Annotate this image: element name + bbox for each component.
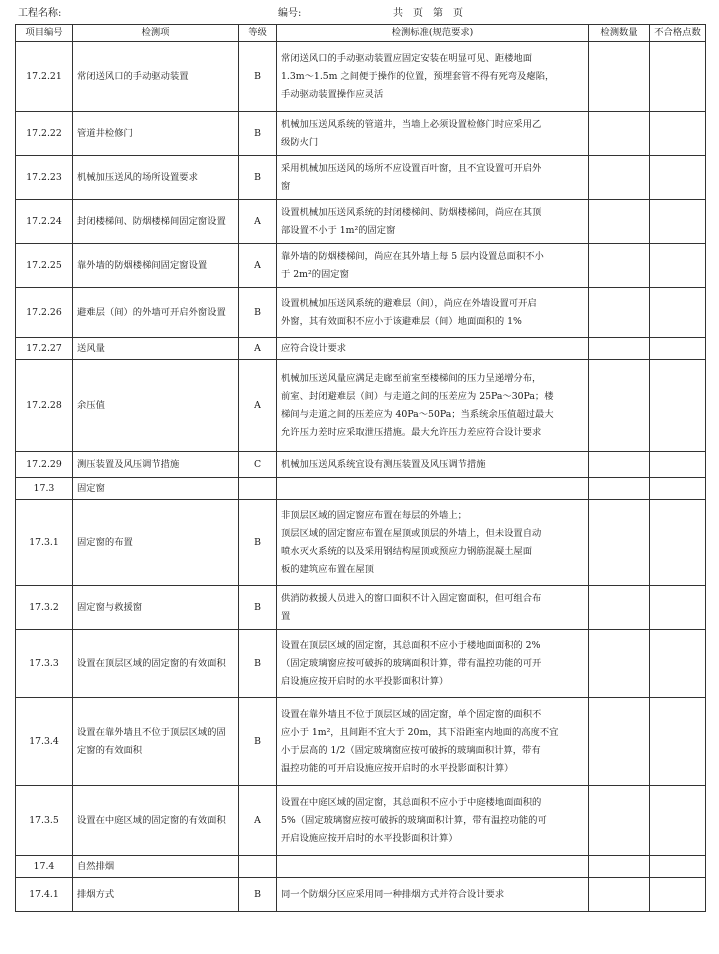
table-row bbox=[16, 698, 706, 786]
grade-cell: B bbox=[239, 878, 277, 912]
standard-line: 梯间与走道之间的压差应为 40Pa～50Pa；当系统余压值超过最大 bbox=[281, 408, 554, 420]
table-row bbox=[16, 200, 706, 244]
quantity-cell bbox=[589, 452, 650, 478]
grade-cell: B bbox=[239, 586, 277, 630]
inspection-item-cell: 固定窗与救援窗 bbox=[73, 586, 239, 630]
standard-line: （固定玻璃窗应按可破拆的玻璃面积计算，带有温控功能的可开 bbox=[281, 657, 542, 669]
quantity-cell bbox=[589, 360, 650, 452]
grade-cell: B bbox=[239, 630, 277, 698]
column-header-quantity: 检测数量 bbox=[589, 25, 650, 42]
standard-line: 同一个防烟分区应采用同一种排烟方式并符合设计要求 bbox=[281, 888, 505, 900]
table-row bbox=[16, 452, 706, 478]
standard-line: 供消防救援人员进入的窗口面积不计入固定窗面积，但可组合布 bbox=[281, 592, 542, 604]
grade-cell: B bbox=[239, 42, 277, 112]
standard-line: 前室、封闭避难层（间）与走道之间的压差应为 25Pa～30Pa；楼 bbox=[281, 390, 554, 402]
item-code-cell: 17.2.29 bbox=[16, 452, 73, 478]
table-row bbox=[16, 500, 706, 586]
failed-points-cell bbox=[650, 244, 706, 288]
failed-points-cell bbox=[650, 288, 706, 338]
grade-cell: B bbox=[239, 156, 277, 200]
number-label: 编号: bbox=[278, 8, 302, 19]
grade-cell: A bbox=[239, 360, 277, 452]
standard-line: 应小于 1m²，且间距不宜大于 20m，其下沿距室内地面的高度不宜 bbox=[281, 726, 559, 738]
failed-points-cell bbox=[650, 360, 706, 452]
table-header-row bbox=[16, 25, 706, 42]
standard-line: 机械加压送风系统宜设有测压装置及风压调节措施 bbox=[281, 458, 486, 470]
table-row bbox=[16, 360, 706, 452]
column-header-item: 检测项 bbox=[73, 25, 239, 42]
inspection-item-cell: 设置在顶层区域的固定窗的有效面积 bbox=[73, 630, 239, 698]
standard-cell bbox=[277, 288, 589, 338]
item-code-cell: 17.2.24 bbox=[16, 200, 73, 244]
standard-cell bbox=[277, 586, 589, 630]
failed-points-cell bbox=[650, 200, 706, 244]
standard-cell bbox=[277, 112, 589, 156]
item-code-cell: 17.3.3 bbox=[16, 630, 73, 698]
column-header-failed-points: 不合格点数 bbox=[650, 25, 706, 42]
standard-line: 外窗，其有效面积不应小于该避难层（间）地面面积的 1% bbox=[281, 315, 522, 327]
failed-points-cell bbox=[650, 698, 706, 786]
standard-line: 机械加压送风量应满足走廊至前室至楼梯间的压力呈递增分布， bbox=[281, 372, 542, 384]
table-row bbox=[16, 288, 706, 338]
item-code-cell: 17.3.2 bbox=[16, 586, 73, 630]
failed-points-cell bbox=[650, 856, 706, 878]
table-row bbox=[16, 630, 706, 698]
standard-line: 非顶层区域的固定窗应布置在每层的外墙上； bbox=[281, 509, 467, 521]
standard-cell bbox=[277, 500, 589, 586]
standard-line: 部设置不小于 1m²的固定窗 bbox=[281, 224, 396, 236]
standard-line: 顶层区域的固定窗应布置在屋顶或顶层的外墙上，但未设置自动 bbox=[281, 527, 542, 539]
grade-cell: A bbox=[239, 338, 277, 360]
table-row bbox=[16, 244, 706, 288]
table-row bbox=[16, 338, 706, 360]
standard-line: 设置在中庭区域的固定窗，其总面积不应小于中庭楼地面面积的 bbox=[281, 796, 542, 808]
grade-cell: B bbox=[239, 112, 277, 156]
quantity-cell bbox=[589, 42, 650, 112]
quantity-cell bbox=[589, 338, 650, 360]
table-row bbox=[16, 786, 706, 856]
quantity-cell bbox=[589, 630, 650, 698]
grade-cell: B bbox=[239, 698, 277, 786]
standard-line: 启设施应按开启时的水平投影面积计算） bbox=[281, 675, 449, 687]
item-code-cell: 17.3.4 bbox=[16, 698, 73, 786]
standard-line: 采用机械加压送风的场所不应设置百叶窗，且不宜设置可开启外 bbox=[281, 162, 542, 174]
standard-cell bbox=[277, 478, 589, 500]
standard-line: 喷水灭火系统的以及采用钢结构屋顶或预应力钢筋混凝土屋面 bbox=[281, 545, 533, 557]
pages-label: 共 页 第 页 bbox=[393, 8, 463, 19]
table-row bbox=[16, 42, 706, 112]
grade-cell: A bbox=[239, 244, 277, 288]
standard-line: 于 2m²的固定窗 bbox=[281, 268, 349, 280]
grade-cell bbox=[239, 856, 277, 878]
standard-line: 设置机械加压送风系统的避难层（间），尚应在外墙设置可开启 bbox=[281, 297, 537, 309]
quantity-cell bbox=[589, 698, 650, 786]
standard-cell bbox=[277, 856, 589, 878]
form-header bbox=[0, 6, 719, 22]
item-code-cell: 17.3 bbox=[16, 478, 73, 500]
quantity-cell bbox=[589, 500, 650, 586]
project-name-label: 工程名称: bbox=[18, 8, 62, 19]
failed-points-cell bbox=[650, 786, 706, 856]
item-code-cell: 17.3.1 bbox=[16, 500, 73, 586]
standard-line: 设置在顶层区域的固定窗，其总面积不应小于楼地面面积的 2% bbox=[281, 639, 541, 651]
inspection-item-cell: 自然排烟 bbox=[73, 856, 239, 878]
standard-line: 5%（固定玻璃窗应按可破拆的玻璃面积计算，带有温控功能的可 bbox=[281, 814, 547, 826]
inspection-item-cell: 设置在中庭区域的固定窗的有效面积 bbox=[73, 786, 239, 856]
table-row bbox=[16, 156, 706, 200]
inspection-item-cell: 机械加压送风的场所设置要求 bbox=[73, 156, 239, 200]
failed-points-cell bbox=[650, 630, 706, 698]
quantity-cell bbox=[589, 288, 650, 338]
standard-line: 手动驱动装置操作应灵活 bbox=[281, 88, 384, 100]
inspection-item-cell: 避难层（间）的外墙可开启外窗设置 bbox=[73, 288, 239, 338]
standard-cell bbox=[277, 156, 589, 200]
column-header-grade: 等级 bbox=[239, 25, 277, 42]
inspection-item-cell: 封闭楼梯间、防烟楼梯间固定窗设置 bbox=[73, 200, 239, 244]
standard-line: 级防火门 bbox=[281, 136, 319, 148]
standard-line: 机械加压送风系统的管道井，当墙上必须设置检修门时应采用乙 bbox=[281, 118, 542, 130]
standard-line: 应符合设计要求 bbox=[281, 342, 347, 354]
table-row bbox=[16, 586, 706, 630]
standard-cell bbox=[277, 200, 589, 244]
inspection-item-cell: 常闭送风口的手动驱动装置 bbox=[73, 42, 239, 112]
item-code-cell: 17.2.26 bbox=[16, 288, 73, 338]
grade-cell: C bbox=[239, 452, 277, 478]
grade-cell bbox=[239, 478, 277, 500]
failed-points-cell bbox=[650, 156, 706, 200]
item-code-cell: 17.2.28 bbox=[16, 360, 73, 452]
failed-points-cell bbox=[650, 878, 706, 912]
standard-cell bbox=[277, 878, 589, 912]
failed-points-cell bbox=[650, 338, 706, 360]
table-row bbox=[16, 878, 706, 912]
item-code-cell: 17.2.21 bbox=[16, 42, 73, 112]
standard-cell bbox=[277, 338, 589, 360]
item-code-cell: 17.3.5 bbox=[16, 786, 73, 856]
standard-cell bbox=[277, 244, 589, 288]
standard-line: 靠外墙的防烟楼梯间，尚应在其外墙上每 5 层内设置总面积不小 bbox=[281, 250, 544, 262]
standard-cell bbox=[277, 360, 589, 452]
item-code-cell: 17.2.23 bbox=[16, 156, 73, 200]
standard-line: 1.3m～1.5m 之间便于操作的位置，预埋套管不得有死弯及瘪陷， bbox=[281, 70, 555, 82]
inspection-item-cell: 送风量 bbox=[73, 338, 239, 360]
item-code-cell: 17.2.25 bbox=[16, 244, 73, 288]
standard-cell bbox=[277, 452, 589, 478]
inspection-item-cell: 固定窗 bbox=[73, 478, 239, 500]
item-code-cell: 17.4.1 bbox=[16, 878, 73, 912]
standard-line: 置 bbox=[281, 610, 291, 622]
inspection-item-cell: 余压值 bbox=[73, 360, 239, 452]
inspection-table bbox=[15, 24, 706, 912]
standard-cell bbox=[277, 42, 589, 112]
standard-cell bbox=[277, 698, 589, 786]
standard-line: 开启设施应按开启时的水平投影面积计算） bbox=[281, 832, 458, 844]
inspection-item-cell: 排烟方式 bbox=[73, 878, 239, 912]
inspection-item-cell: 测压装置及风压调节措施 bbox=[73, 452, 239, 478]
quantity-cell bbox=[589, 156, 650, 200]
failed-points-cell bbox=[650, 586, 706, 630]
failed-points-cell bbox=[650, 112, 706, 156]
column-header-standard: 检测标准(规范要求) bbox=[277, 25, 589, 42]
quantity-cell bbox=[589, 856, 650, 878]
table-row bbox=[16, 478, 706, 500]
inspection-item-cell: 管道井检修门 bbox=[73, 112, 239, 156]
column-header-code: 项目编号 bbox=[16, 25, 73, 42]
inspection-item-cell: 靠外墙的防烟楼梯间固定窗设置 bbox=[73, 244, 239, 288]
standard-line: 窗 bbox=[281, 180, 291, 192]
grade-cell: B bbox=[239, 500, 277, 586]
failed-points-cell bbox=[650, 478, 706, 500]
item-code-cell: 17.2.27 bbox=[16, 338, 73, 360]
grade-cell: A bbox=[239, 786, 277, 856]
standard-line: 设置机械加压送风系统的封闭楼梯间、防烟楼梯间，尚应在其顶 bbox=[281, 206, 542, 218]
item-code-cell: 17.4 bbox=[16, 856, 73, 878]
table-row bbox=[16, 856, 706, 878]
standard-line: 设置在靠外墙且不位于顶层区域的固定窗，单个固定窗的面积不 bbox=[281, 708, 542, 720]
quantity-cell bbox=[589, 244, 650, 288]
table-row bbox=[16, 112, 706, 156]
quantity-cell bbox=[589, 200, 650, 244]
grade-cell: B bbox=[239, 288, 277, 338]
standard-line: 小于层高的 1/2（固定玻璃窗应按可破拆的玻璃面积计算，带有 bbox=[281, 744, 541, 756]
inspection-item-cell: 固定窗的布置 bbox=[73, 500, 239, 586]
failed-points-cell bbox=[650, 500, 706, 586]
inspection-item-cell: 设置在靠外墙且不位于顶层区域的固定窗的有效面积 bbox=[73, 698, 239, 786]
standard-line: 温控功能的可开启设施应按开启时的水平投影面积计算） bbox=[281, 762, 514, 774]
quantity-cell bbox=[589, 786, 650, 856]
quantity-cell bbox=[589, 478, 650, 500]
failed-points-cell bbox=[650, 452, 706, 478]
quantity-cell bbox=[589, 586, 650, 630]
quantity-cell bbox=[589, 878, 650, 912]
standard-cell bbox=[277, 630, 589, 698]
quantity-cell bbox=[589, 112, 650, 156]
item-code-cell: 17.2.22 bbox=[16, 112, 73, 156]
standard-line: 常闭送风口的手动驱动装置应固定安装在明显可见、距楼地面 bbox=[281, 52, 533, 64]
standard-cell bbox=[277, 786, 589, 856]
failed-points-cell bbox=[650, 42, 706, 112]
standard-line: 允许压力差时应采取泄压措施。最大允许压力差应符合设计要求 bbox=[281, 426, 542, 438]
grade-cell: A bbox=[239, 200, 277, 244]
standard-line: 板的建筑应布置在屋顶 bbox=[281, 563, 374, 575]
